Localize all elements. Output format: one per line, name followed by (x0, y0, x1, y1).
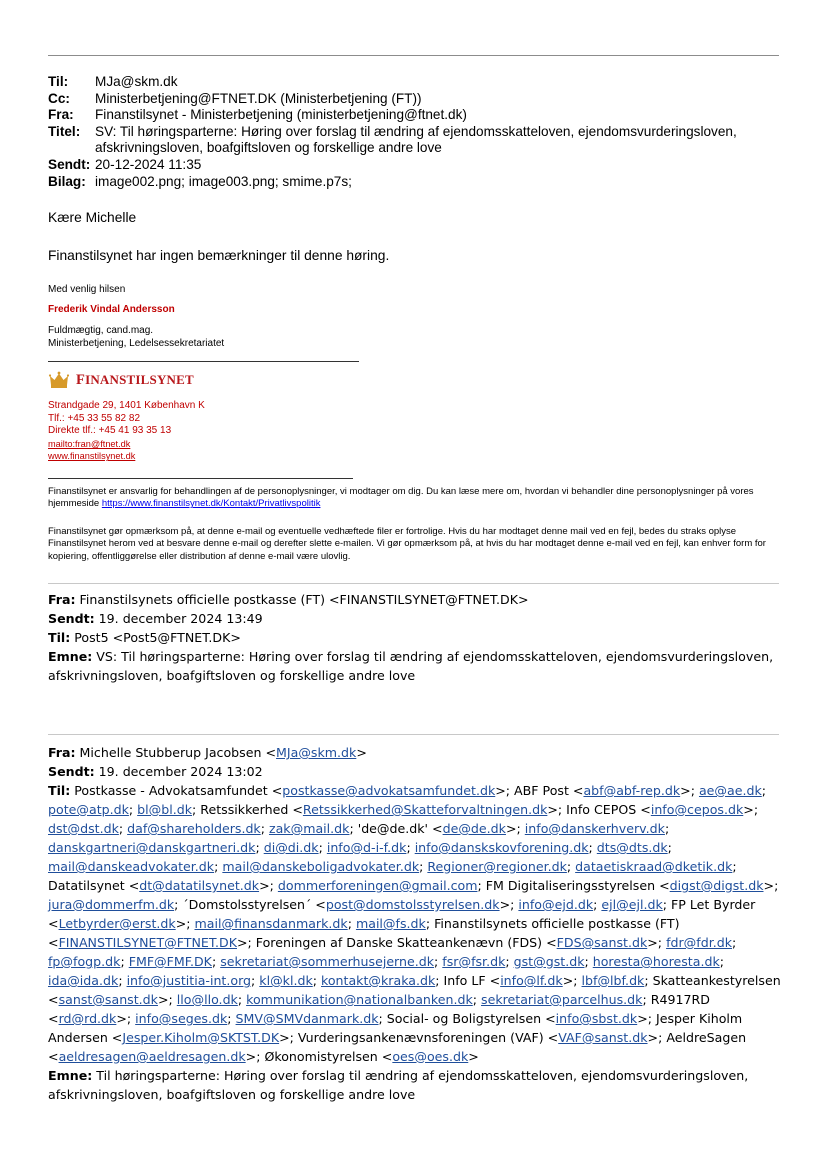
recipient-text: ; FM Digitaliseringsstyrelsen < (477, 878, 670, 893)
recipient-text: ; Retssikkerhed < (192, 802, 303, 817)
contact-email-link[interactable]: mailto:fran@ftnet.dk (48, 438, 131, 449)
recipient-email-link[interactable]: mail@danskeadvokater.dk (48, 859, 215, 874)
crown-icon (48, 371, 70, 389)
recipient-text: ; Skatteankestyrelsen (644, 973, 781, 988)
recipient-text: >; (259, 878, 278, 893)
finanstilsynet-logo (48, 371, 194, 389)
recipient-email-link[interactable]: info@danskerhverv.dk (524, 821, 665, 836)
recipient-text: ; (719, 954, 724, 969)
recipient-email-link[interactable]: llo@llo.dk (176, 992, 238, 1007)
recipient-email-link[interactable]: mail@danskeboligadvokater.dk (222, 859, 420, 874)
forward1-sent-label: Sendt: (48, 611, 95, 626)
recipient-text: Datatilsynet < (48, 878, 140, 893)
recipient-text: >; Foreningen af Danske Skatteankenævn (FDS) < (237, 935, 557, 950)
privacy-policy-link[interactable]: https://www.finanstilsynet.dk/Kontakt/Privatlivspolitik (101, 498, 321, 510)
recipient-email-link[interactable]: info@danskskovforening.dk (414, 840, 589, 855)
forward2-subject-value: Til høringsparterne: Høring over forslag til ændring af ejendomsskatteloven, ejendomsvurderingsloven, afskrivningsloven, boafgiftsloven og forskellige andre love (48, 1068, 749, 1102)
recipient-text: ; (505, 954, 514, 969)
disclaimer-confidentiality: Finanstilsynet gør opmærksom på, at denne e-mail og eventuelle vedhæftede filer er fortrolige. Hvis du har modtaget denne mail ved en fejl, bedes du straks oplyse Finanstilsynet herom ved at besvare denne e-mail og derefter slette e-mailen. Vi gør opmærksom på, at hvis du har modtaget denne e-mail ved en fejl, kan enhver form for kopiering, offentliggørelse eller distribution af denne e-mail være ulovlig. (48, 526, 766, 562)
header-attachments-label: Bilag: (48, 173, 86, 189)
recipient-email-link[interactable]: dts@dts.dk (596, 840, 668, 855)
recipient-text: ; (318, 840, 327, 855)
recipient-email-link[interactable]: aeldresagen@aeldresagen.dk (58, 1049, 246, 1064)
recipient-email-link[interactable]: FINANSTILSYNET@FTNET.DK (58, 935, 237, 950)
recipient-email-link[interactable]: sekretariat@parcelhus.dk (481, 992, 643, 1007)
header-attachments-row (48, 174, 788, 191)
recipient-text: ; (120, 954, 129, 969)
recipient-text: ; Info LF < (435, 973, 501, 988)
recipient-text: ; (260, 821, 269, 836)
header-to-row (48, 74, 788, 91)
forward1-from (48, 590, 784, 609)
contact-direct-phone: Direkte tlf.: +45 41 93 35 13 (48, 425, 172, 437)
recipient-text: ; (588, 840, 597, 855)
greeting: Kære Michelle (48, 210, 137, 225)
recipient-email-link[interactable]: ejl@ejl.dk (601, 897, 663, 912)
header-from-value: Finanstilsynet - Ministerbetjening (ministerbetjening@ftnet.dk) (95, 107, 467, 123)
signature-department: Ministerbetjening, Ledelsessekretariatet (48, 338, 225, 349)
recipient-text: >; Info CEPOS < (547, 802, 651, 817)
recipient-email-link[interactable]: ae@ae.dk (698, 783, 762, 798)
recipient-text: ; (593, 897, 602, 912)
recipient-email-link[interactable]: sekretariat@sommerhusejerne.dk (220, 954, 435, 969)
recipient-text: ; ´Domstolsstyrelsen´ < (174, 897, 326, 912)
recipient-email-link[interactable]: sanst@sanst.dk (58, 992, 158, 1007)
recipient-text: > (468, 1049, 479, 1064)
header-sent-row (48, 157, 788, 174)
recipient-text: ; (761, 783, 767, 798)
contact-address: Strandgade 29, 1401 København K (48, 400, 205, 411)
recipient-email-link[interactable]: info@ejd.dk (518, 897, 594, 912)
recipient-email-link[interactable]: dst@dst.dk (48, 821, 119, 836)
recipient-email-link[interactable]: info@sbst.dk (555, 1011, 638, 1026)
contact-web-link[interactable]: www.finanstilsynet.dk (48, 451, 136, 462)
header-title-row (48, 124, 788, 157)
recipient-text: ; (419, 859, 428, 874)
recipient-text: ; (664, 821, 670, 836)
recipient-text: ; 'de@de.dk' < (349, 821, 443, 836)
forward1-subject-label: Emne: (48, 649, 93, 664)
forward1-to (48, 628, 784, 647)
recipient-text: >; (743, 802, 759, 817)
recipient-text: ; (128, 802, 138, 817)
recipient-text: ; (732, 859, 737, 874)
recipient-text: ; (406, 840, 415, 855)
disclaimer-privacy (48, 486, 788, 511)
header-from-row (48, 107, 788, 124)
forward1-from-label: Fra: (48, 592, 76, 607)
forward1-to-label: Til: (48, 630, 71, 645)
header-to-label: Til: (48, 74, 69, 89)
forward2-subject (48, 1066, 784, 1104)
recipient-email-link[interactable]: info@justitia-int.org (126, 973, 252, 988)
recipient-email-link[interactable]: postkasse@advokatsamfundet.dk (282, 783, 496, 798)
recipient-email-link[interactable]: ida@ida.dk (48, 973, 119, 988)
recipient-email-link[interactable]: zak@mail.dk (268, 821, 350, 836)
recipient-text: ; (118, 973, 127, 988)
recipient-text: < (48, 935, 59, 950)
forward2-subject-label: Emne: (48, 1068, 93, 1083)
recipient-text: Andersen < (48, 1030, 123, 1045)
header-title-label: Titel: (48, 123, 81, 139)
recipient-email-link[interactable]: pote@atp.dk (48, 802, 129, 817)
signature-job-title: Fuldmægtig, cand.mag. (48, 325, 154, 336)
recipient-email-link[interactable]: danskgartneri@danskgartneri.dk (48, 840, 256, 855)
recipient-email-link[interactable]: info@cepos.dk (650, 802, 744, 817)
recipient-email-link[interactable]: jura@dommerfm.dk (48, 897, 175, 912)
signature-closing: Med venlig hilsen (48, 284, 126, 295)
recipient-email-link[interactable]: abf@abf-rep.dk (583, 783, 681, 798)
recipient-email-link[interactable]: info@d-i-f.dk (326, 840, 407, 855)
recipient-email-link[interactable]: post@domstolsstyrelsen.dk (325, 897, 500, 912)
disclaimer-privacy-text: Finanstilsynet er ansvarlig for behandlingen af de personoplysninger, vi modtager om dig. Du kan læse mere om, hvordan vi behandler dine personoplysninger på vores hjemmeside (48, 486, 754, 510)
recipient-email-link[interactable]: info@seges.dk (135, 1011, 228, 1026)
forward2-sent-value: 19. december 2024 13:02 (94, 764, 263, 779)
contact-divider (48, 478, 353, 479)
signature-contact (48, 400, 205, 463)
forward2-sent-label: Sendt: (48, 764, 95, 779)
forward2-from (48, 743, 784, 762)
header-sent-value: 20-12-2024 11:35 (95, 156, 202, 172)
contact-phone: Tlf.: +45 33 55 82 82 (48, 412, 141, 424)
recipient-text: >; (562, 973, 582, 988)
recipient-text: >; (157, 992, 177, 1007)
forward1-subject (48, 647, 784, 685)
recipient-text: ; FP Let Byrder (662, 897, 756, 912)
recipient-text: < (48, 992, 59, 1007)
recipient-email-link[interactable]: kl@kl.dk (259, 973, 313, 988)
recipient-text: < (48, 1049, 59, 1064)
recipient-text: ; (251, 973, 260, 988)
recipient-text: >; (116, 1011, 136, 1026)
forward1-sent-value: 19. december 2024 13:49 (94, 611, 263, 626)
recipient-email-link[interactable]: digst@digst.dk (669, 878, 764, 893)
logo-wordmark-initial: F (76, 371, 86, 388)
recipient-text: ; (312, 973, 321, 988)
recipient-text: Postkasse - Advokatsamfundet < (70, 783, 283, 798)
recipient-email-link[interactable]: dt@datatilsynet.dk (139, 878, 260, 893)
recipient-text: ; (667, 840, 672, 855)
recipient-email-link[interactable]: rd@rd.dk (58, 1011, 117, 1026)
recipient-text: >; Økonomistyrelsen < (245, 1049, 393, 1064)
recipient-email-link[interactable]: SMV@SMVdanmark.dk (235, 1011, 379, 1026)
logo-wordmark-rest: INANSTILSYNET (85, 371, 194, 387)
recipient-text: >; (175, 916, 195, 931)
recipient-email-link[interactable]: Jesper.Kiholm@SKTST.DK (122, 1030, 280, 1045)
recipient-text: ; (434, 954, 443, 969)
recipient-email-link[interactable]: kontakt@kraka.dk (321, 973, 436, 988)
recipient-text: >; ABF Post < (495, 783, 584, 798)
recipient-text: >; Jesper Kiholm (637, 1011, 743, 1026)
recipient-text: >; (499, 897, 519, 912)
forward2-from-end: > (356, 745, 367, 760)
header-title-value: SV: Til høringsparterne: Høring over forslag til ændring af ejendomsskatteloven, ejendomsvurderingsloven, afskrivningsloven, boafgiftsloven og forskellige andre love (95, 123, 737, 156)
recipient-text: ; (584, 954, 593, 969)
recipient-text: ; (472, 992, 482, 1007)
recipient-email-link[interactable]: kommunikation@nationalbanken.dk (246, 992, 473, 1007)
recipient-text: >; Vurderingsankenævnsforeningen (VAF) < (279, 1030, 559, 1045)
recipient-email-link[interactable]: fsr@fsr.dk (442, 954, 506, 969)
header-cc-value: Ministerbetjening@FTNET.DK (Ministerbetjening (FT)) (95, 90, 422, 106)
recipient-text: < (48, 916, 59, 931)
email-header (48, 74, 788, 190)
recipient-email-link[interactable]: di@di.dk (263, 840, 319, 855)
recipient-text: ; (732, 935, 737, 950)
recipient-text: >; (505, 821, 525, 836)
recipient-email-link[interactable]: VAF@sanst.dk (558, 1030, 648, 1045)
forward2-from-label: Fra: (48, 745, 76, 760)
header-cc-label: Cc: (48, 90, 70, 106)
signature-divider (48, 361, 359, 362)
forward2-from-value: Michelle Stubberup Jacobsen < (75, 745, 277, 760)
forward2-sent (48, 762, 784, 781)
header-sent-label: Sendt: (48, 156, 91, 172)
recipient-email-link[interactable]: Regioner@regioner.dk (427, 859, 567, 874)
header-cc-row (48, 91, 788, 108)
header-attachments-value: image002.png; image003.png; smime.p7s; (95, 173, 352, 189)
recipient-text: >; (763, 878, 779, 893)
forward1-from-value: Finanstilsynets officielle postkasse (FT) <FINANSTILSYNET@FTNET.DK> (75, 592, 529, 607)
recipient-email-link[interactable]: Retssikkerhed@Skatteforvaltningen.dk (302, 802, 548, 817)
recipient-text: ; Finanstilsynets officielle postkasse (FT) (425, 916, 680, 931)
recipient-email-link[interactable]: dataetiskraad@dketik.dk (575, 859, 733, 874)
recipient-text: ; Social- og Boligstyrelsen < (378, 1011, 556, 1026)
header-to-value: MJa@skm.dk (95, 74, 178, 89)
recipient-text: >; AeldreSagen (647, 1030, 747, 1045)
forward2-from-link[interactable]: MJa@skm.dk (276, 745, 357, 760)
recipient-email-link[interactable]: de@de.dk (442, 821, 506, 836)
recipient-email-link[interactable]: fdr@fdr.dk (666, 935, 733, 950)
forward2-divider (48, 734, 779, 735)
recipient-text: ; (214, 859, 223, 874)
forward1-subject-value: VS: Til høringsparterne: Høring over forslag til ændring af ejendomsskatteloven, ejendomsvurderingsloven, afskrivningsloven, boafgiftsloven og forskellige andre love (48, 649, 774, 683)
recipient-text: ; R4917RD (642, 992, 710, 1007)
signature-name: Frederik Vindal Andersson (48, 304, 175, 315)
header-from-label: Fra: (48, 107, 74, 123)
recipient-email-link[interactable]: dommerforeningen@gmail.com (277, 878, 478, 893)
forward1-divider (48, 583, 779, 584)
recipient-text: ; (227, 1011, 236, 1026)
recipient-email-link[interactable]: fp@fogp.dk (48, 954, 121, 969)
recipient-email-link[interactable]: lbf@lbf.dk (581, 973, 645, 988)
recipient-email-link[interactable]: daf@shareholders.dk (127, 821, 261, 836)
forward1-to-value: Post5 <Post5@FTNET.DK> (70, 630, 241, 645)
recipient-email-link[interactable]: FDS@sanst.dk (556, 935, 648, 950)
recipient-email-link[interactable]: mail@finansdanmark.dk (194, 916, 348, 931)
forward1-sent (48, 609, 784, 628)
forward2-header (48, 743, 784, 1104)
reply-message: Finanstilsynet har ingen bemærkninger til denne høring. (48, 248, 390, 263)
recipient-email-link[interactable]: bl@bl.dk (137, 802, 193, 817)
recipient-email-link[interactable]: oes@oes.dk (392, 1049, 469, 1064)
recipient-list (48, 783, 781, 1064)
recipient-text: ; (566, 859, 576, 874)
recipient-text: >; (647, 935, 667, 950)
recipient-text: ; (255, 840, 264, 855)
forward1-header (48, 590, 784, 685)
recipient-text: ; (347, 916, 356, 931)
recipient-text: ; (211, 954, 221, 969)
recipient-email-link[interactable]: info@lf.dk (500, 973, 563, 988)
recipient-text: < (48, 1011, 59, 1026)
logo-wordmark (76, 372, 194, 389)
recipient-text: >; (680, 783, 699, 798)
recipient-email-link[interactable]: FMF@FMF.DK (128, 954, 212, 969)
top-divider (48, 55, 779, 56)
forward2-to (48, 781, 784, 1066)
recipient-text: ; (118, 821, 128, 836)
recipient-text: ; (237, 992, 247, 1007)
recipient-email-link[interactable]: mail@fs.dk (355, 916, 426, 931)
recipient-email-link[interactable]: gst@gst.dk (513, 954, 585, 969)
recipient-email-link[interactable]: horesta@horesta.dk (592, 954, 720, 969)
recipient-email-link[interactable]: Letbyrder@erst.dk (58, 916, 176, 931)
forward2-to-label: Til: (48, 783, 71, 798)
